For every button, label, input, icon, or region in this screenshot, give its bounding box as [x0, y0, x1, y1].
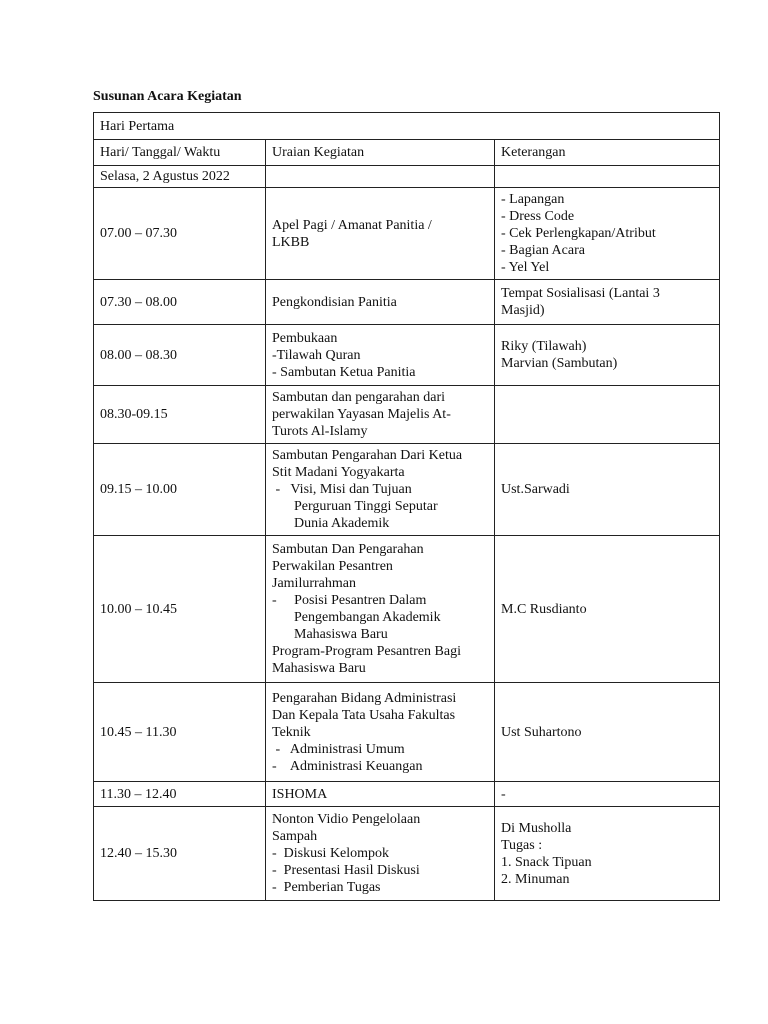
activity-bullet: - Pemberian Tugas	[272, 880, 381, 895]
note-line: 1. Snack Tipuan	[501, 854, 592, 870]
time-cell: 08.00 – 08.30	[94, 325, 266, 386]
activity-bullet: - Posisi Pesantren Dalam	[272, 593, 427, 608]
activity-cell	[266, 683, 495, 782]
activity-line: Sambutan Dan Pengarahan	[272, 542, 424, 557]
activity-bullet: - Presentasi Hasil Diskusi	[272, 863, 420, 878]
schedule-table	[93, 112, 720, 901]
activity-line: Teknik	[272, 724, 311, 740]
note-cell	[495, 782, 720, 807]
activity-cell	[266, 536, 495, 683]
note-line: Riky (Tilawah)	[501, 339, 587, 354]
table-banner: Hari Pertama	[94, 113, 720, 140]
activity-bullet: - Administrasi Umum	[272, 741, 405, 757]
activity-cell	[266, 325, 495, 386]
note-line: Di Musholla	[501, 820, 572, 836]
time-cell: 07.00 – 07.30	[94, 188, 266, 280]
activity-line: Dunia Akademik	[294, 516, 390, 531]
activity-line: Pengarahan Bidang Administrasi	[272, 690, 457, 706]
time-cell: 09.15 – 10.00	[94, 444, 266, 536]
activity-bullet: - Diskusi Kelompok	[272, 846, 390, 861]
activity-line: Mahasiswa Baru	[272, 661, 366, 676]
time-cell: 08.30-09.15	[94, 386, 266, 444]
header-activity: Uraian Kegiatan	[266, 140, 495, 166]
table-row	[94, 444, 720, 536]
activity-line: ISHOMA	[272, 786, 328, 802]
activity-cell	[266, 807, 495, 901]
table-row	[94, 683, 720, 782]
activity-line: Sambutan Pengarahan Dari Ketua	[272, 448, 463, 463]
date-row-empty-note	[495, 166, 720, 188]
activity-cell	[266, 444, 495, 536]
activity-line: Pengkondisian Panitia	[272, 294, 397, 310]
note-line: Masjid)	[501, 303, 545, 318]
activity-line: LKBB	[272, 234, 310, 250]
activity-cell	[266, 188, 495, 280]
note-line: Marvian (Sambutan)	[501, 356, 618, 371]
note-cell	[495, 386, 720, 444]
note-line: 2. Minuman	[501, 871, 570, 887]
note-line: - Cek Perlengkapan/Atribut	[501, 226, 656, 241]
time-cell: 12.40 – 15.30	[94, 807, 266, 901]
activity-line: Dan Kepala Tata Usaha Fakultas	[272, 707, 456, 723]
activity-line: Nonton Vidio Pengelolaan	[272, 812, 421, 827]
note-line: Tempat Sosialisasi (Lantai 3	[501, 286, 660, 301]
table-row	[94, 325, 720, 386]
date-cell: Selasa, 2 Agustus 2022	[94, 166, 266, 188]
table-row	[94, 188, 720, 280]
activity-line: perwakilan Yayasan Majelis At-	[272, 407, 451, 422]
note-line: - Lapangan	[501, 192, 565, 207]
activity-line: Perwakilan Pesantren	[272, 559, 393, 574]
table-row	[94, 386, 720, 444]
time-cell: 10.00 – 10.45	[94, 536, 266, 683]
note-line: - Bagian Acara	[501, 243, 585, 258]
time-cell: 10.45 – 11.30	[94, 683, 266, 782]
note-cell	[495, 188, 720, 280]
activity-line: Apel Pagi / Amanat Panitia /	[272, 217, 432, 233]
note-line: -	[501, 786, 506, 802]
note-line: Ust.Sarwadi	[501, 482, 570, 497]
activity-cell	[266, 280, 495, 325]
activity-line: Sampah	[272, 829, 318, 844]
activity-line: Turots Al-Islamy	[272, 424, 368, 439]
note-cell	[495, 536, 720, 683]
activity-line: Pengembangan Akademik	[294, 610, 441, 625]
table-row	[94, 280, 720, 325]
note-line: - Dress Code	[501, 209, 575, 224]
activity-line: Perguruan Tinggi Seputar	[294, 499, 438, 514]
activity-cell	[266, 782, 495, 807]
header-time: Hari/ Tanggal/ Waktu	[94, 140, 266, 166]
table-row	[94, 807, 720, 901]
note-cell	[495, 683, 720, 782]
note-cell	[495, 325, 720, 386]
table-row	[94, 536, 720, 683]
note-line: - Yel Yel	[501, 260, 550, 275]
activity-line: -Tilawah Quran	[272, 347, 361, 363]
time-cell: 07.30 – 08.00	[94, 280, 266, 325]
activity-line: Pembukaan	[272, 330, 338, 346]
activity-line: Jamilurrahman	[272, 576, 356, 591]
document-title: Susunan Acara Kegiatan	[93, 89, 242, 104]
date-row-empty-activity	[266, 166, 495, 188]
note-line: Ust Suhartono	[501, 724, 582, 740]
header-note: Keterangan	[495, 140, 720, 166]
note-line: Tugas :	[501, 837, 543, 853]
activity-bullet: - Administrasi Keuangan	[272, 758, 423, 774]
note-line: M.C Rusdianto	[501, 601, 587, 617]
note-cell	[495, 807, 720, 901]
note-cell	[495, 280, 720, 325]
table-row	[94, 782, 720, 807]
activity-line: Program-Program Pesantren Bagi	[272, 644, 461, 659]
activity-bullet: - Visi, Misi dan Tujuan	[272, 482, 412, 497]
activity-line: - Sambutan Ketua Panitia	[272, 364, 416, 380]
activity-line: Mahasiswa Baru	[294, 627, 388, 642]
activity-cell	[266, 386, 495, 444]
note-cell	[495, 444, 720, 536]
time-cell: 11.30 – 12.40	[94, 782, 266, 807]
activity-line: Stit Madani Yogyakarta	[272, 465, 405, 480]
activity-line: Sambutan dan pengarahan dari	[272, 390, 445, 405]
